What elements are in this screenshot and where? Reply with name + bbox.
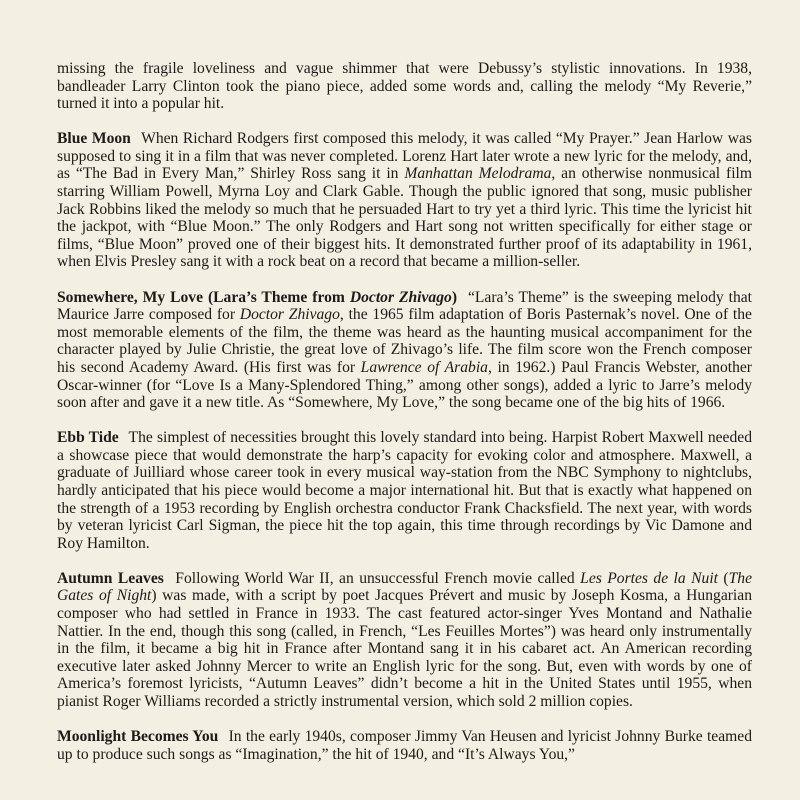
italic-title: Lawrence of Arabia — [360, 358, 488, 376]
paragraph — [57, 60, 752, 113]
body-text: The simplest of necessities brought this lovely standard into being. Harpist Robert Maxwell needed a showcase piece that would demonstrate the harp’s capacity for evoking color and atmosphere. Maxwell, a graduate of Juilliard whose career took in every musical way-station from the NBC Symphony to nightclubs, hardly anticipated that his piece would become a major international hit. But that is exactly what happened on the strength of a 1953 recording by English orchestra conductor Frank Chacksfield. The next year, with words by veteran lyricist Carl Sigman, the piece hit the top again, this time through recordings by Vic Damone and Roy Hamilton. — [57, 429, 752, 552]
document-body — [57, 60, 752, 763]
body-text: missing the fragile loveliness and vague shimmer that were Debussy’s stylistic innovations. In 1938, bandleader Larry Clinton took the piano piece, added some words and, calling the melody “My Reverie,” turned it into a popular hit. — [57, 60, 752, 113]
paragraph — [57, 130, 752, 271]
body-text: ( — [717, 569, 729, 587]
song-heading: Blue Moon — [57, 130, 131, 148]
paragraph — [57, 429, 752, 552]
italic-title: Doctor Zhivago — [239, 306, 340, 324]
body-text: “Lara’s Theme” is the sweeping melody that Maurice Jarre composed for — [57, 288, 752, 324]
body-text: , in 1962.) Paul Francis Webster, another Oscar-winner (for “Love Is a Many-Splendored Thing,” among other songs), added a lyric to Jarre’s melody soon after and gave it a new title. As “Somewhere, My Love,” the song became one of the big hits of 1966. — [57, 358, 752, 412]
song-heading: Ebb Tide — [57, 429, 119, 447]
italic-title: The Gates of Night — [57, 569, 753, 605]
body-text: , an otherwise nonmusical film starring William Powell, Myrna Loy and Clark Gable. Though the public ignored that song, music publisher Jack Robbins liked the melody so much that he persuaded Hart to try yet a third lyric. This time the lyricist hit the jackpot, with “Blue Moon.” The only Rodgers and Hart song not written specifically for either stage or films, “Blue Moon” proved one of their biggest hits. It demonstrated further proof of its adaptability in 1961, when Elvis Presley sang it with a rock beat on a record that became a million-seller. — [57, 165, 752, 271]
body-text: Following World War II, an unsuccessful French movie called — [175, 569, 581, 587]
italic-title: Doctor Zhivago — [349, 288, 452, 306]
paragraph — [57, 728, 752, 763]
paragraph — [57, 570, 752, 711]
song-heading: Autumn Leaves — [57, 569, 164, 587]
body-text: ) was made, with a script by poet Jacques Prévert and music by Joseph Kosma, a Hungarian composer who had settled in France in 1933. The cast featured actor-singer Yves Montand and Nathalie Nattier. In the end, though this song (called, in French, “Les Feuilles Mortes”) was heard only instrumentally in the film, it became a big hit in France after Montand sang it in his cabaret act. An American recording executive later asked Johnny Mercer to write an English lyric for the song. But, even with words by one of America’s foremost lyricists, “Autumn Leaves” didn’t become a hit in the United States until 1955, when pianist Roger Williams recorded a strictly instrumental version, which sold 2 million copies. — [57, 587, 752, 710]
body-text: When Richard Rodgers first composed this melody, it was called “My Prayer.” Jean Harlow was supposed to sing it in a film that was never completed. Lorenz Hart later wrote a new lyric for the melody, and, as “The Bad in Every Man,” Shirley Ross sang it in — [57, 130, 752, 183]
italic-title: Les Portes de la Nuit — [580, 569, 718, 587]
body-text: In the early 1940s, composer Jimmy Van Heusen and lyricist Johnny Burke teamed up to produce such songs as “Imagination,” the hit of 1940, and “It’s Always You,” — [57, 728, 752, 763]
song-heading: Moonlight Becomes You — [57, 728, 219, 746]
italic-title: Manhattan Melodrama — [404, 165, 552, 183]
song-heading: Somewhere, My Love (Lara’s Theme from Doctor Zhivago) — [57, 288, 458, 306]
paragraph — [57, 289, 752, 412]
body-text: , the 1965 film adaptation of Boris Pasternak’s novel. One of the most memorable elements of the film, the theme was heard as the haunting musical accompaniment for the character played by Julie Christie, the great love of Zhivago’s life. The film score won the French composer his second Academy Award. (His first was for — [57, 306, 752, 376]
